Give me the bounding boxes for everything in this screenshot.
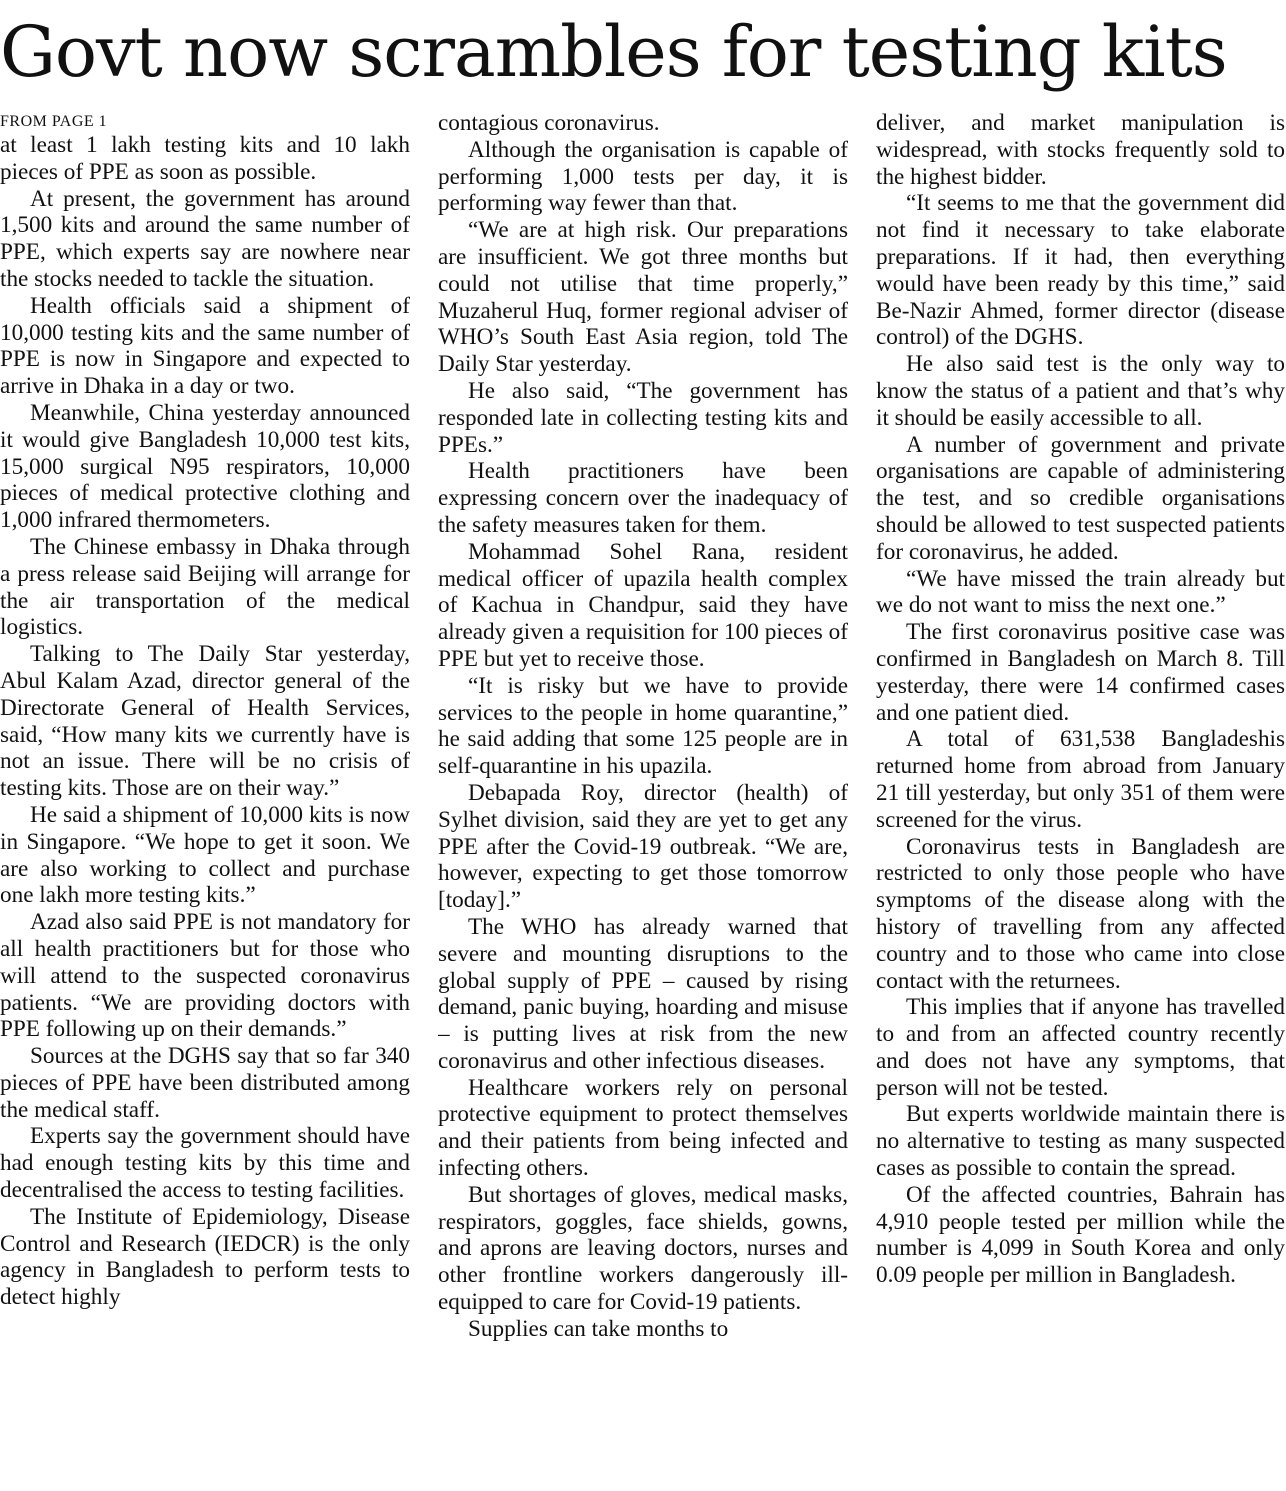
- paragraph: The WHO has already warned that severe and mounting disruptions to the global supply of PPE – caused by rising demand, panic buying, hoarding and misuse – is putting lives at risk from the new coronavirus and other infectious diseases.: [438, 913, 848, 1074]
- paragraph: At present, the government has around 1,500 kits and around the same number of PPE, which experts say are nowhere near the stocks needed to tackle the situation.: [0, 185, 410, 292]
- paragraph: But experts worldwide maintain there is no alternative to testing as many suspected cases as possible to contain the spread.: [876, 1101, 1285, 1182]
- paragraph: The first coronavirus positive case was confirmed in Bangladesh on March 8. Till yesterday, there were 14 confirmed cases and one patient died.: [876, 619, 1285, 726]
- paragraph: Health practitioners have been expressing concern over the inadequacy of the safety measures taken for them.: [438, 458, 848, 538]
- paragraph: Azad also said PPE is not mandatory for all health practitioners but for those who will attend to the suspected coronavirus patients. “We are providing doctors with PPE following up on their demands.”: [0, 909, 410, 1043]
- paragraph: Sources at the DGHS say that so far 340 pieces of PPE have been distributed among the medical staff.: [0, 1043, 410, 1123]
- paragraph: He said a shipment of 10,000 kits is now in Singapore. “We hope to get it soon. We are also working to collect and purchase one lakh more testing kits.”: [0, 801, 410, 909]
- paragraph: deliver, and market manipulation is widespread, with stocks frequently sold to the highest bidder.: [876, 110, 1285, 190]
- paragraph: contagious coronavirus.: [438, 110, 660, 136]
- article-column-3: [876, 110, 1285, 1488]
- paragraph: Health officials said a shipment of 10,000 testing kits and the same number of PPE is now in Singapore and expected to arrive in Dhaka in a day or two.: [0, 292, 410, 400]
- paragraph: “It is risky but we have to provide services to the people in home quarantine,” he said adding that some 125 people are in self-quarantine in his upazila.: [438, 672, 848, 780]
- headline: Govt now scrambles for testing kits: [0, 11, 1227, 93]
- paragraph: A total of 631,538 Bangladeshis returned home from abroad from January 21 till yesterday, but only 351 of them were screened for the virus.: [876, 726, 1285, 833]
- paragraph: Although the organisation is capable of performing 1,000 tests per day, it is performing way fewer than that.: [438, 136, 848, 217]
- paragraph: Mohammad Sohel Rana, resident medical officer of upazila health complex of Kachua in Chandpur, said they have already given a requisition for 100 pieces of PPE but yet to receive those.: [438, 538, 848, 672]
- paragraph: Healthcare workers rely on personal protective equipment to protect themselves and their patients from being infected and infecting others.: [438, 1074, 848, 1182]
- paragraph: Coronavirus tests in Bangladesh are restricted to only those people who have symptoms of the disease along with the history of travelling from any affected country and to those who came into close contact with the returnees.: [876, 833, 1285, 994]
- paragraph: The Institute of Epidemiology, Disease Control and Research (IEDCR) is the only agency in Bangladesh to perform tests to detect highly: [0, 1203, 410, 1311]
- paragraph: This implies that if anyone has travelled to and from an affected country recently and does not have any symptoms, that person will not be tested.: [876, 994, 1285, 1101]
- paragraph: Of the affected countries, Bahrain has 4,910 people tested per million while the number is 4,099 in South Korea and only 0.09 people per million in Bangladesh.: [876, 1181, 1285, 1289]
- paragraph: A number of government and private organisations are capable of administering the test, and so credible organisations should be allowed to test suspected patients for coronavirus, he added.: [876, 431, 1285, 565]
- paragraph: at least 1 lakh testing kits and 10 lakh pieces of PPE as soon as possible.: [0, 132, 410, 185]
- paragraph: Meanwhile, China yesterday announced it would give Bangladesh 10,000 test kits, 15,000 surgical N95 respirators, 10,000 pieces of medical protective clothing and 1,000 infrared thermometers.: [0, 399, 410, 534]
- paragraph: He also said, “The government has responded late in collecting testing kits and PPEs.”: [438, 377, 848, 458]
- paragraph: Experts say the government should have had enough testing kits by this time and decentralised the access to testing facilities.: [0, 1123, 410, 1204]
- paragraph: Talking to The Daily Star yesterday, Abul Kalam Azad, director general of the Directorate General of Health Services, said, “How many kits we currently have is not an issue. There will be no crisis of testing kits. Those are on their way.”: [0, 641, 410, 802]
- article-column-2: [438, 110, 848, 1488]
- paragraph: The Chinese embassy in Dhaka through a press release said Beijing will arrange for the air transportation of the medical logistics.: [0, 533, 410, 641]
- jump-line: FROM PAGE 1: [0, 113, 108, 130]
- paragraph: He also said test is the only way to know the status of a patient and that’s why it should be easily accessible to all.: [876, 351, 1285, 431]
- article-column-1: [0, 110, 410, 1488]
- paragraph: But shortages of gloves, medical masks, respirators, goggles, face shields, gowns, and aprons are leaving doctors, nurses and other frontline workers dangerously ill-equipped to care for Covid-19 patients.: [438, 1181, 848, 1316]
- paragraph: “We have missed the train already but we do not want to miss the next one.”: [876, 565, 1285, 619]
- paragraph: Supplies can take months to: [468, 1315, 729, 1342]
- paragraph: “It seems to me that the government did not find it necessary to take elaborate preparations. If it had, then everything would have been ready by this time,” said Be-Nazir Ahmed, former director (disease control) of the DGHS.: [876, 190, 1285, 351]
- paragraph: “We are at high risk. Our preparations are insufficient. We got three months but could not utilise that time properly,” Muzaherul Huq, former regional adviser of WHO’s South East Asia region, told The Daily Star yesterday.: [438, 217, 848, 378]
- paragraph: Debapada Roy, director (health) of Sylhet division, said they are yet to get any PPE after the Covid-19 outbreak. “We are, however, expecting to get those tomorrow [today].”: [438, 779, 848, 914]
